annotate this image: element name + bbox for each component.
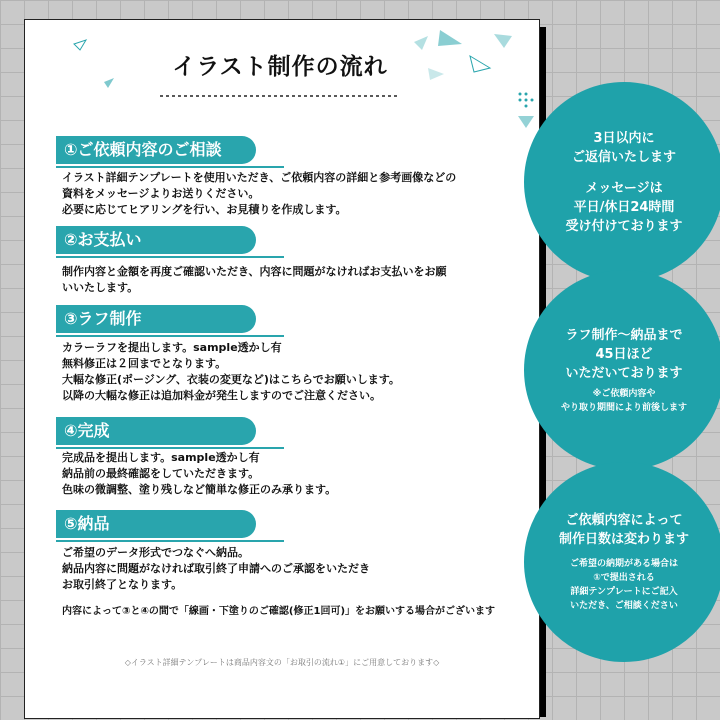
title-underline bbox=[160, 92, 400, 100]
section-heading-5 bbox=[56, 510, 256, 538]
info-circle-reply: 3日以内に ご返信いたします メッセージは 平日/休日24時間 受け付けております bbox=[524, 82, 720, 282]
section-heading-4 bbox=[56, 417, 256, 445]
info-circle-duration: ご依頼内容によって 制作日数は変わります ご希望の納期がある場合は ①で提出される 詳細テンプレートにご記入 いただき、ご相談ください bbox=[524, 462, 720, 662]
section-heading-2-text: ②お支払い bbox=[64, 230, 142, 249]
section-body-5: ご希望のデータ形式でつなぐへ納品。 納品内容に問題がなければ取引終了申請へのご承認をいただき お取引終了となります。 bbox=[62, 546, 370, 591]
section-body-1: イラスト詳細テンプレートを使用いただき、ご依頼内容の詳細と参考画像などの 資料をメッセージよりお送りください。 必要に応じてヒアリングを行い、お見積りを作成します。 bbox=[62, 171, 457, 216]
section-heading-3 bbox=[56, 305, 256, 333]
template-footer-note: ◇イラスト詳細テンプレートは商品内容文の「お取引の流れ①」にご用意しております◇ bbox=[124, 658, 440, 667]
interim-check-note: 内容によって③と④の間で「線画・下塗りのご確認(修正1回可)」をお願いする場合がございます bbox=[62, 606, 496, 617]
section-heading-1-text: ①ご依頼内容のご相談 bbox=[64, 140, 222, 159]
section-body-4: 完成品を提出します。sample透かし有 納品前の最終確認をしていただきます。 色味の微調整、塗り残しなど簡単な修正のみ承ります。 bbox=[62, 451, 337, 496]
section-body-3: カラーラフを提出します。sample透かし有 無料修正は２回までとなります。 大幅な修正(ポージング、衣装の変更など)はこちらでお願いします。 以降の大幅な修正は追加料金が発生しますのでご注意ください。 bbox=[62, 341, 400, 402]
decor-triangles-top-left bbox=[70, 30, 150, 90]
section-heading-4-text: ④完成 bbox=[64, 421, 110, 440]
page-title: イラスト制作の流れ bbox=[172, 54, 388, 80]
info-circle-schedule: ラフ制作～納品まで 45日ほど いただいております ※ご依頼内容や やり取り期間により前後します bbox=[524, 270, 720, 470]
section-heading-5-text: ⑤納品 bbox=[64, 514, 110, 533]
section-heading-2 bbox=[56, 226, 256, 254]
section-body-2: 制作内容と金額を再度ご確認いただき、内容に問題がなければお支払いをお願 いいたします。 bbox=[62, 265, 447, 294]
section-heading-1 bbox=[56, 136, 256, 164]
decor-triangles-top-right bbox=[400, 24, 540, 134]
title-block bbox=[160, 48, 400, 81]
section-heading-3-text: ③ラフ制作 bbox=[64, 309, 142, 328]
